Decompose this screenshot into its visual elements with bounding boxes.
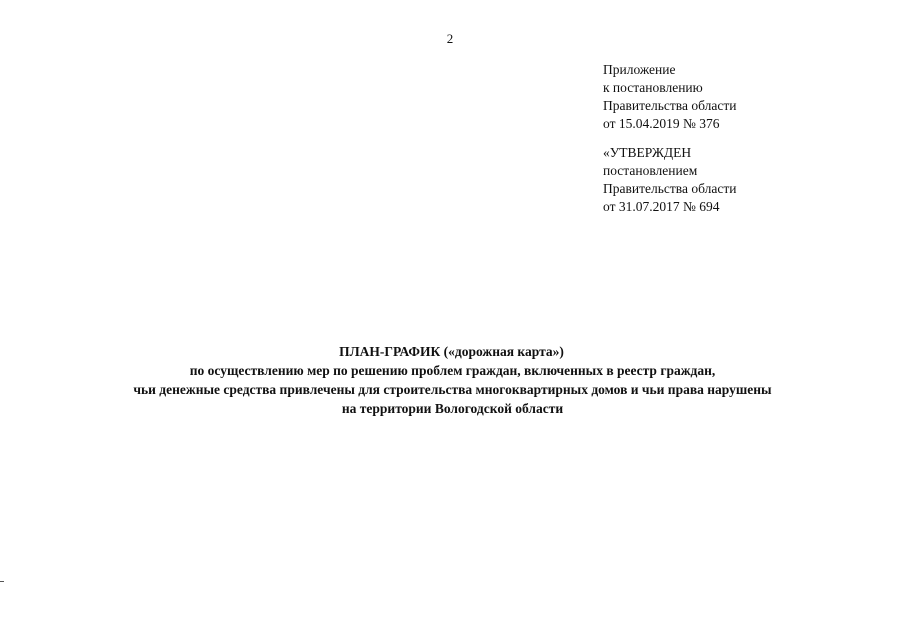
title-line: по осуществлению мер по решению проблем граждан, включенных в реестр граждан, bbox=[189, 363, 716, 378]
page-number: 2 bbox=[446, 31, 454, 46]
title-heading: ПЛАН-ГРАФИК («дорожная карта») bbox=[339, 344, 564, 359]
approval-line: «УТВЕРЖДЕН bbox=[603, 145, 692, 160]
title-line: чьи денежные средства привлечены для строительства многоквартирных домов и чьи права нарушены bbox=[133, 382, 772, 397]
approval-line: Правительства области bbox=[603, 181, 737, 196]
appendix-line: к постановлению bbox=[603, 80, 703, 95]
document-title bbox=[0, 342, 905, 418]
title-line: на территории Вологодской области bbox=[341, 401, 564, 416]
appendix-line: Правительства области bbox=[603, 98, 737, 113]
appendix-line: от 15.04.2019 № 376 bbox=[603, 116, 720, 131]
scan-edge-mark bbox=[0, 581, 4, 582]
approval-line: постановлением bbox=[603, 163, 698, 178]
approval-block bbox=[603, 144, 736, 216]
approval-line: от 31.07.2017 № 694 bbox=[603, 199, 720, 214]
appendix-line: Приложение bbox=[603, 62, 676, 77]
appendix-block bbox=[603, 61, 736, 133]
